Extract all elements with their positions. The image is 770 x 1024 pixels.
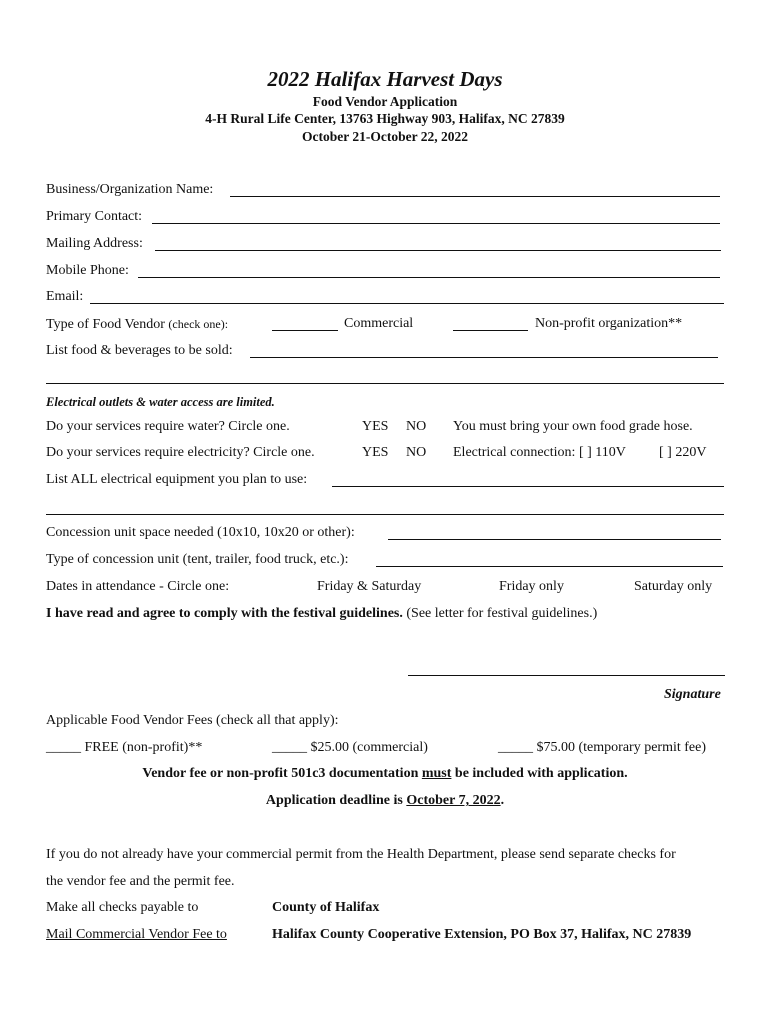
equipment-label: List ALL electrical equipment you plan to use: xyxy=(46,472,308,487)
primary-contact-label: Primary Contact: xyxy=(46,209,143,224)
email-field[interactable] xyxy=(90,303,724,304)
permit-note-line2: the vendor fee and the permit fee. xyxy=(46,874,235,889)
food-list-label: List food & beverages to be sold: xyxy=(46,343,233,358)
food-list-field[interactable] xyxy=(250,357,718,358)
mobile-phone-label: Mobile Phone: xyxy=(46,263,129,278)
event-address: 4-H Rural Life Center, 13763 Highway 903, Halifax, NC 27839 xyxy=(205,111,565,126)
application-deadline: Application deadline is October 7, 2022. xyxy=(265,793,505,808)
equipment-field-2[interactable] xyxy=(46,514,724,515)
documentation-notice: Vendor fee or non-profit 501c3 documentation must be included with application. xyxy=(142,766,628,781)
form-title: 2022 Halifax Harvest Days xyxy=(267,67,503,91)
date-option-saturday[interactable]: Saturday only xyxy=(634,579,713,594)
commercial-option: Commercial xyxy=(344,316,414,331)
business-name-label: Business/Organization Name: xyxy=(46,182,214,197)
water-question: Do your services require water? Circle one. xyxy=(46,419,290,434)
electrical-220v-option[interactable]: [ ] 220V xyxy=(659,445,707,460)
water-yes[interactable]: YES xyxy=(362,419,389,434)
primary-contact-field[interactable] xyxy=(152,223,720,224)
unit-space-label: Concession unit space needed (10x10, 10x20 or other): xyxy=(46,525,355,540)
water-no[interactable]: NO xyxy=(406,419,427,434)
payable-label: Make all checks payable to xyxy=(46,900,199,915)
mobile-phone-field[interactable] xyxy=(138,277,720,278)
unit-type-label: Type of concession unit (tent, trailer, food truck, etc.): xyxy=(46,552,349,567)
signature-label: Signature xyxy=(664,687,721,702)
event-dates: October 21-October 22, 2022 xyxy=(302,129,468,144)
electrical-110v-option[interactable]: Electrical connection: [ ] 110V xyxy=(453,445,626,460)
electricity-question: Do your services require electricity? Circle one. xyxy=(46,445,315,460)
agreement-statement: I have read and agree to comply with the festival guidelines. (See letter for festival guidelines.) xyxy=(46,606,598,621)
vendor-type-label: Type of Food Vendor (check one): xyxy=(46,317,229,332)
fee-commercial-option[interactable]: _____ $25.00 (commercial) xyxy=(272,740,428,755)
unit-space-field[interactable] xyxy=(388,539,721,540)
food-list-field-2[interactable] xyxy=(46,383,724,384)
fee-free-option[interactable]: _____ FREE (non-profit)** xyxy=(46,740,203,755)
electricity-yes[interactable]: YES xyxy=(362,445,389,460)
electricity-no[interactable]: NO xyxy=(406,445,427,460)
payable-value: County of Halifax xyxy=(272,900,380,915)
equipment-field[interactable] xyxy=(332,486,724,487)
date-option-friday[interactable]: Friday only xyxy=(499,579,564,594)
fees-heading: Applicable Food Vendor Fees (check all that apply): xyxy=(46,713,339,728)
fee-temporary-option[interactable]: _____ $75.00 (temporary permit fee) xyxy=(498,740,706,755)
email-label: Email: xyxy=(46,289,84,304)
permit-note-line1: If you do not already have your commercial permit from the Health Department, please send separate checks for xyxy=(46,847,676,862)
water-note: You must bring your own food grade hose. xyxy=(453,419,693,434)
utilities-notice: Electrical outlets & water access are limited. xyxy=(46,395,275,409)
date-option-friday-saturday[interactable]: Friday & Saturday xyxy=(317,579,422,594)
business-name-field[interactable] xyxy=(230,196,720,197)
mailing-address-field[interactable] xyxy=(155,250,721,251)
nonprofit-checkbox[interactable] xyxy=(453,330,528,331)
signature-field[interactable] xyxy=(408,675,725,676)
mail-address: Halifax County Cooperative Extension, PO Box 37, Halifax, NC 27839 xyxy=(272,927,692,942)
nonprofit-option: Non-profit organization** xyxy=(535,316,683,331)
form-subtitle: Food Vendor Application xyxy=(312,94,458,109)
dates-label: Dates in attendance - Circle one: xyxy=(46,579,230,594)
mail-label: Mail Commercial Vendor Fee to xyxy=(46,927,227,942)
mailing-address-label: Mailing Address: xyxy=(46,236,143,251)
commercial-checkbox[interactable] xyxy=(272,330,338,331)
unit-type-field[interactable] xyxy=(376,566,723,567)
